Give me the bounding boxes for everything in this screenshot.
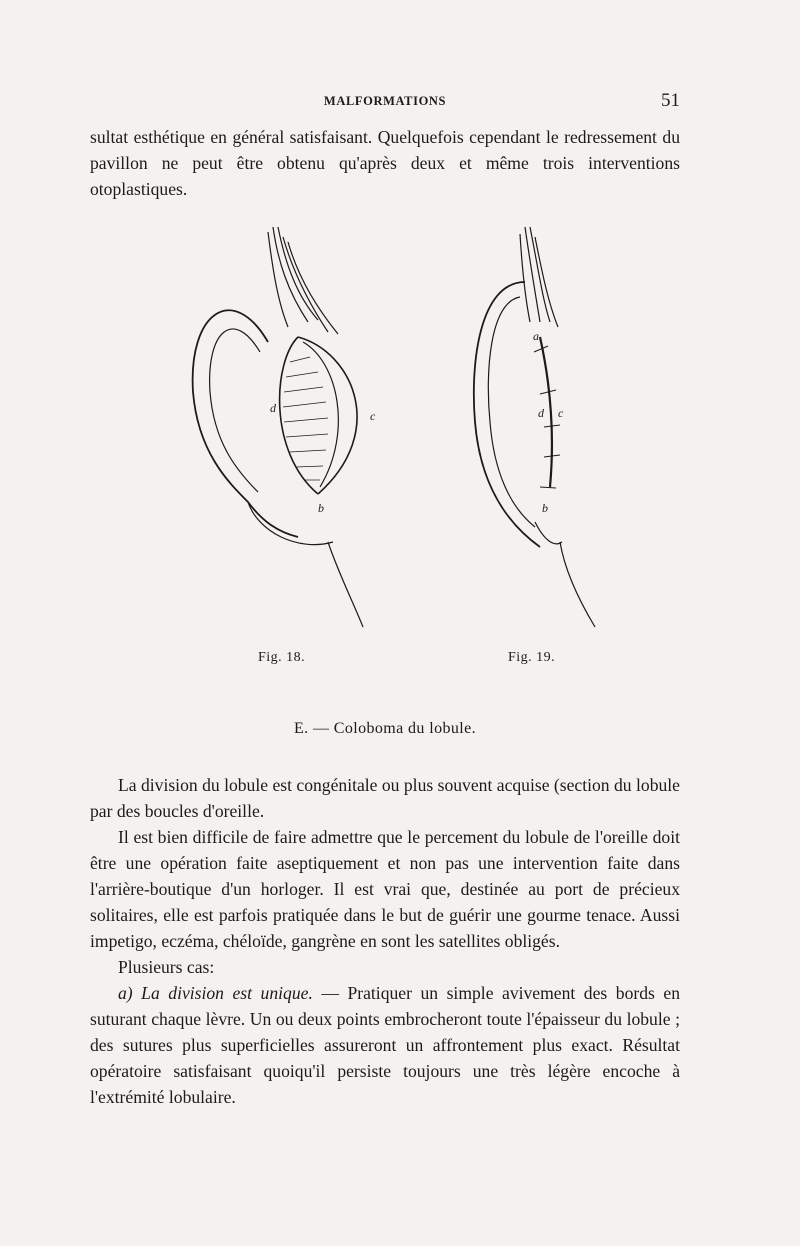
fig18-caption: Fig. 18.: [258, 650, 306, 665]
case-a-paragraph: [90, 980, 680, 1110]
fig18-label-b: b: [318, 501, 324, 515]
paragraph: La division du lobule est congénitale ou plus souvent acquise (section du lobule par des boucles d'oreille.: [90, 775, 680, 821]
page-header: [90, 92, 680, 116]
page-number: 51: [661, 90, 680, 111]
fig18-ear-illustration: [178, 222, 376, 632]
fig19-label-a: a: [533, 329, 539, 343]
case-a-text: — Pratiquer un simple avivement des bords en suturant chaque lèvre. Un ou deux points embrocheront toute l'épaisseur du lobule ; des sutures plus superficielles assureront un affrontement plus exact. Résultat opératoire satisfaisant quoiqu'il persiste toujours une très légère encoche à l'extrémité lobulaire.: [90, 983, 680, 1107]
fig18-label-d: d: [270, 401, 276, 415]
intro-text: [90, 124, 680, 202]
body-text: [90, 772, 680, 1110]
running-title: MALFORMATIONS: [323, 94, 447, 108]
fig19-ear-illustration: [470, 222, 600, 632]
fig19-label-d: d: [538, 406, 544, 420]
paragraph: Plusieurs cas:: [118, 957, 215, 977]
figures-area: [150, 222, 630, 672]
paragraph: Il est bien difficile de faire admettre que le percement du lobule de l'oreille doit être une opération faite aseptiquement et non pas une intervention faite dans l'arrière-boutique d'un horloger. Il est vrai que, destinée au port de précieux solitaires, elle est parfois pratiquée dans le but de guérir une gourme tenace. Aussi impetigo, eczéma, chéloïde, gangrène en sont les satellites obligés.: [90, 827, 680, 951]
fig18-label-c: c: [370, 409, 376, 423]
case-a-lead: a) La division est unique.: [118, 983, 313, 1003]
section-heading: E. — Coloboma du lobule.: [293, 720, 477, 737]
fig19-caption: Fig. 19.: [508, 650, 556, 665]
fig19-label-c: c: [558, 406, 564, 420]
fig19-label-b: b: [542, 501, 548, 515]
intro-paragraph: sultat esthétique en général satisfaisant. Quelquefois cependant le redressement du pavillon ne peut être obtenu qu'après deux et même trois interventions otoplastiques.: [90, 127, 680, 199]
